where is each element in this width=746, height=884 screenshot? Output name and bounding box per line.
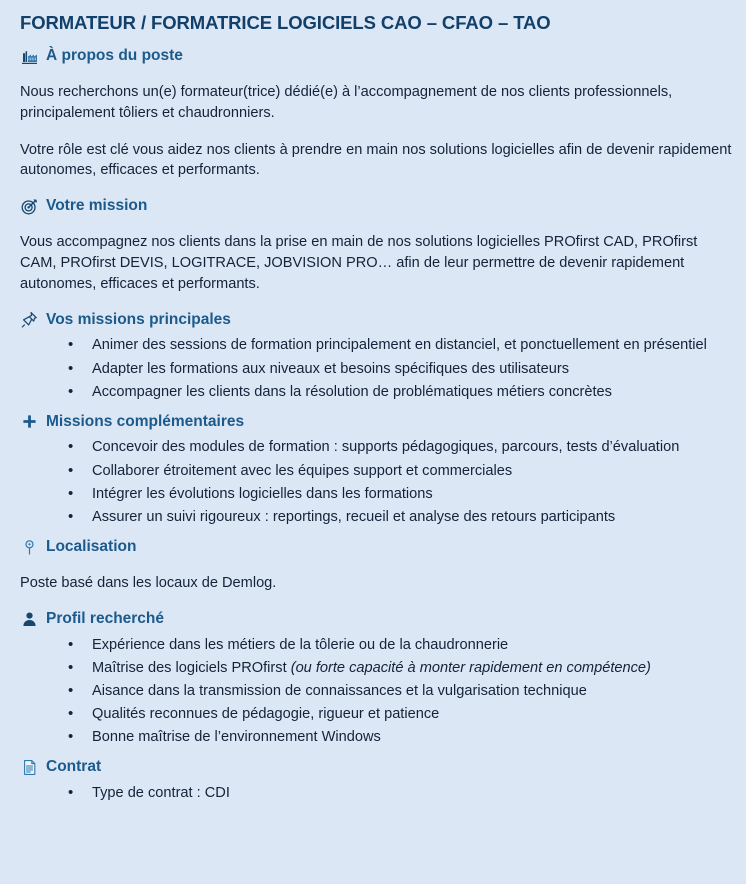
section-heading-about [20,47,738,66]
plus-icon [20,412,39,431]
list-item: • Assurer un suivi rigoureux : reportings, recueil et analyse des retours participants [18,507,738,528]
list-item: • Collaborer étroitement avec les équipes support et commerciales [18,461,738,482]
list-item: • Accompagner les clients dans la résolution de problématiques métiers concrètes [18,382,738,403]
list-item: • Intégrer les évolutions logicielles dans les formations [18,484,738,505]
person-icon [20,610,39,629]
list-item-profirst [18,658,738,679]
list-item: • Bonne maîtrise de l’environnement Windows [18,727,738,748]
section-heading-profile-label: Profil recherché [46,609,165,627]
list-item: • Animer des sessions de formation principalement en distanciel, et ponctuellement en présentiel [18,335,738,356]
profile-profirst-note: (ou forte capacité à monter rapidement en compétence) [290,659,651,676]
page-title: FORMATEUR / FORMATRICE LOGICIELS CAO – CFAO – TAO [20,12,551,33]
about-paragraph-2: Votre rôle est clé vous aidez nos clients à prendre en main nos solutions logicielles afin de devenir rapidement autonomes, efficaces et performants. [20,141,732,179]
section-heading-contract [20,758,738,777]
section-heading-mission [20,197,738,216]
pushpin-icon [20,310,39,329]
factory-icon [20,47,39,66]
profile-profirst-text: Maîtrise des logiciels PROfirst [92,659,291,676]
location-pin-icon [20,538,39,557]
section-heading-main-missions-label: Vos missions principales [46,310,231,328]
main-missions-list [18,335,738,402]
list-item: • Expérience dans les métiers de la tôlerie ou de la chaudronnerie [18,635,738,656]
target-dart-icon [20,197,39,216]
section-heading-location-label: Localisation [46,538,137,556]
list-item: • Type de contrat : CDI [18,783,738,804]
profile-list [18,635,738,749]
section-heading-mission-label: Votre mission [46,197,148,215]
section-heading-profile [20,610,738,629]
section-heading-main-missions [20,310,738,329]
section-heading-location [20,538,738,557]
additional-missions-list [18,437,738,527]
document-icon [20,758,39,777]
list-item: • Concevoir des modules de formation : supports pédagogiques, parcours, tests d’évaluation [18,437,738,458]
section-heading-additional-missions-label: Missions complémentaires [46,412,245,430]
section-heading-about-label: À propos du poste [46,47,183,65]
location-paragraph-1: Poste basé dans les locaux de Demlog. [20,574,277,591]
section-heading-additional-missions [20,412,738,431]
mission-paragraph-1: Vous accompagnez nos clients dans la prise en main de nos solutions logicielles PROfirst CAD, PROfirst CAM, PROfirst DEVIS, LOGITRACE, JOBVISION PRO… afin de leur permettre de devenir rapidement autonomes, efficaces et performants. [20,234,698,292]
section-heading-contract-label: Contrat [46,758,102,776]
contract-list [18,783,738,804]
list-item: • Adapter les formations aux niveaux et besoins spécifiques des utilisateurs [18,359,738,380]
list-item: • Aisance dans la transmission de connaissances et la vulgarisation technique [18,681,738,702]
list-item: • Qualités reconnues de pédagogie, rigueur et patience [18,704,738,725]
about-paragraph-1: Nous recherchons un(e) formateur(trice) dédié(e) à l’accompagnement de nos clients professionnels, principalement tôliers et chaudronniers. [20,84,673,121]
